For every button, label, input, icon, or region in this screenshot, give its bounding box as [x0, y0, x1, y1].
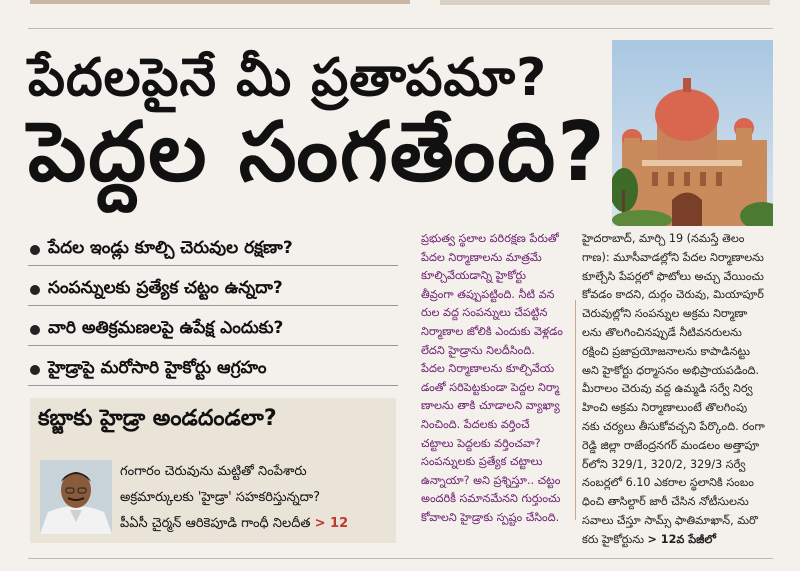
bullet-text: పేదల ఇండ్లు కూల్చి చెరువుల రక్షణా? — [48, 237, 293, 258]
column-line: ణాలను తాకి చూడాలని వ్యాఖ్యా — [421, 399, 560, 413]
bullet-text: వారి అతిక్రమణలపై ఉపేక్ష ఎందుకు? — [48, 317, 284, 338]
column-line: ప్రభుత్వ స్థలాల పరిరక్షణ పేరుతో — [421, 232, 559, 245]
bullet-text: హైడ్రాపై మరోసారి హైకోర్టు ఆగ్రహం — [48, 357, 267, 378]
column-line: ఉన్నాయా? అని ప్రశ్నిస్తూ.. చట్టం — [421, 473, 561, 487]
column-line: ర్‌లోని 329/1, 320/2, 329/3 సర్వే — [582, 457, 746, 471]
column-line: సవాలు చేస్తూ సామ్స్ ఫాతిమాఖాన్, మరొ — [582, 513, 759, 527]
bullet-item — [28, 274, 398, 306]
bullet-text: సంపన్నులకు ప్రత్యేక చట్టం ఉన్నదా? — [48, 277, 283, 298]
column-line: నంబర్లలో 6.10 ఎకరాల స్థలానికి సంబం — [582, 476, 754, 490]
sub-story-line-text: పీఏసీ చైర్మన్ ఆరికెపూడి గాంధీ నిలదీత — [120, 516, 311, 531]
bullet-dot-icon — [30, 325, 40, 335]
bullet-dot-icon — [30, 365, 40, 375]
column-line: నించింది. పేదలకు వర్తించే — [421, 417, 530, 431]
column-line — [582, 531, 774, 550]
column-line: డంతో సరిపెట్టకుండా పెద్దల నిర్మా — [421, 380, 560, 394]
column-line: కూల్చేసి పేపర్లలో ఫొటోలు అచ్చు వేయించు — [582, 269, 764, 283]
column-line: ధించి తాసిల్దార్ జారీ చేసిన నోటీసులను — [582, 495, 749, 509]
column-line: అందరికీ సమానమేనని గుర్తుంచు — [421, 492, 561, 506]
continued-page-link[interactable]: > 12వ పేజీలో — [647, 532, 716, 546]
top-strip — [0, 0, 800, 12]
high-court-photo — [612, 40, 773, 226]
column-line: కూల్చివేయడాన్ని హైకోర్టు — [421, 269, 527, 283]
bullet-dot-icon — [30, 245, 40, 255]
bullet-item — [28, 234, 398, 266]
page-ref-link[interactable]: > 12 — [314, 516, 349, 531]
top-divider — [28, 28, 773, 29]
bullet-dot-icon — [30, 285, 40, 295]
bottom-divider — [28, 558, 773, 559]
column-line: లను తొలగించినప్పుడే నీటివనరులను — [582, 325, 742, 339]
column-line: నిర్మాణాల జోలికి ఎందుకు వెళ్లడం — [421, 324, 563, 338]
column-line: రెడ్డి జిల్లా రాజేంద్రనగర్ మండలం అత్తాపూ — [582, 438, 760, 452]
top-strip-right — [440, 0, 770, 5]
purple-intro-column — [421, 230, 567, 528]
column-line: హైదరాబాద్, మార్చి 19 (నమస్తే తెలం — [582, 232, 745, 245]
avatar — [40, 460, 112, 534]
sub-story-line: గంగారం చెరువును మట్టితో నింపేశారు — [120, 464, 307, 479]
column-line: చట్టాలు పెద్దలకు వర్తించవా? — [421, 436, 541, 450]
column-line-text: కరు హైకోర్టును — [582, 532, 648, 546]
bullet-item — [28, 314, 398, 346]
column-line: కోవడం కాదని, దుర్గం చెరువు, మియాపూర్ — [582, 288, 764, 302]
sub-story-box — [30, 398, 396, 543]
sub-story-line — [120, 516, 348, 534]
bullet-list — [28, 234, 398, 394]
column-line: నకు చర్యలు తీసుకోవచ్చని పేర్కొంది. రంగా — [582, 419, 765, 433]
column-line: హించి అక్రమ నిర్మాణాలుంటే తొలగింపు — [582, 401, 748, 415]
headline-line2: పెద్దల సంగతేంది? — [28, 105, 607, 200]
column-line: రక్షించి ప్రజాప్రయోజనాలను కాపాడినట్టు — [582, 344, 751, 358]
column-line: లేదని హైడ్రాను నిలదీసింది. — [421, 343, 535, 357]
column-line: రుల వద్ద సంపన్నులు చేపట్టిన — [421, 306, 548, 320]
top-strip-left — [30, 0, 410, 4]
headline-line1: పేదలపైనే మీ ప్రతాపమా? — [28, 48, 548, 108]
column-line: అని హైకోర్టు ధర్మాసనం అభిప్రాయపడింది. — [582, 363, 760, 377]
column-line: చెరువుల్లోని సంపన్నుల అక్రమ నిర్మాణా — [582, 307, 748, 321]
body-column — [582, 230, 774, 550]
sub-story-line: అక్రమార్కులకు 'హైడ్రా' సహకరిస్తున్నదా? — [120, 490, 320, 505]
column-line: పేదల నిర్మాణాలను మాత్రమే — [421, 250, 542, 264]
column-divider — [575, 300, 576, 520]
column-line: సంపన్నులకు ప్రత్యేక చట్టాలు — [421, 455, 543, 469]
column-line: మీరాలం చెరువు వద్ద ఉమ్మడి సర్వే నిర్వ — [582, 382, 753, 396]
column-line: కోవాలని హైడ్రాకు స్పష్టం చేసింది. — [421, 510, 560, 524]
column-line: తీవ్రంగా తప్పుపట్టింది. నీటి వన — [421, 287, 555, 301]
sub-story-title: కబ్జాకు హైడ్రా అండదండలా? — [38, 406, 277, 431]
bullet-item — [28, 354, 398, 386]
column-line: పేదల నిర్మాణాలను కూల్చివేయ — [421, 362, 555, 376]
column-line: గాణ): మూసీవాడల్లోని పేదల నిర్మాణాలను — [582, 250, 764, 264]
